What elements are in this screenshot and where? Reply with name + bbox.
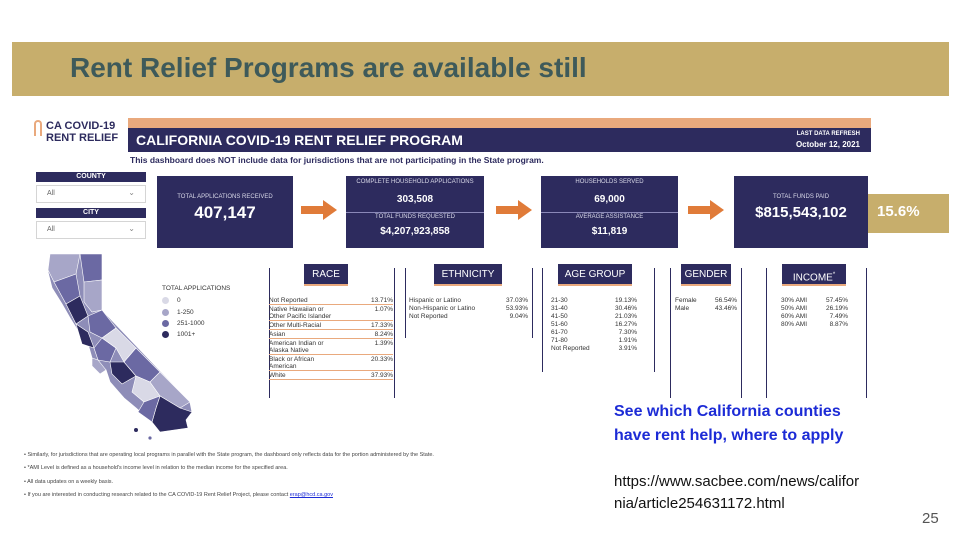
row-label-line: American	[269, 362, 297, 370]
article-headline-line-2[interactable]: have rent help, where to apply	[614, 427, 844, 444]
income-footnote-mark: *	[832, 272, 836, 278]
row-label: Not Reported	[269, 296, 356, 305]
row-value: 1.07%	[356, 305, 393, 321]
row-value: 57.45%	[825, 296, 848, 304]
column-divider	[670, 268, 671, 398]
column-divider	[532, 268, 533, 338]
total-funds-paid-value: $815,543,102	[755, 204, 847, 221]
legend-item	[162, 309, 194, 316]
row-label: Female	[675, 296, 697, 304]
city-filter-label: CITY	[36, 208, 146, 218]
row-value: 3.91%	[618, 344, 637, 352]
row-label	[269, 339, 356, 355]
row-label-line: Native Hawaiian or	[269, 305, 324, 313]
article-headline-line-1[interactable]: See which California counties	[614, 403, 841, 420]
row-value: 1.39%	[356, 339, 393, 355]
slide-title: Rent Relief Programs are available still	[70, 52, 587, 83]
table-row	[781, 296, 848, 304]
arrow-right-icon	[496, 200, 532, 220]
row-value: 37.93%	[356, 371, 393, 380]
row-value: 37.03%	[505, 296, 528, 304]
table-row	[675, 304, 737, 312]
row-value: 20.33%	[356, 355, 393, 371]
legend-label: 0	[177, 297, 181, 305]
average-assistance-value: $11,819	[591, 226, 628, 237]
slide-number: 25	[922, 510, 939, 527]
city-select-value: All	[47, 226, 55, 233]
column-divider	[766, 268, 767, 398]
table-row	[269, 355, 393, 371]
row-value: 53.93%	[505, 304, 528, 312]
legend-label: 1-250	[177, 309, 194, 317]
row-label: 51-60	[551, 320, 568, 328]
legend-item	[162, 320, 204, 327]
row-value: 1.91%	[618, 336, 637, 344]
ethnicity-table	[409, 296, 528, 320]
row-value: 21.03%	[614, 312, 637, 320]
column-divider	[542, 268, 543, 372]
row-label: Male	[675, 304, 690, 312]
refresh-label: LAST DATA REFRESH	[796, 131, 860, 137]
table-row	[781, 320, 848, 328]
county-filter-label: COUNTY	[36, 172, 146, 182]
table-row	[551, 344, 637, 352]
income-header	[782, 264, 846, 286]
row-label: 80% AMI	[781, 320, 808, 328]
table-row	[551, 328, 637, 336]
legend-swatch	[162, 309, 169, 316]
article-url-line-2[interactable]: nia/article254631172.html	[614, 495, 785, 512]
table-row	[551, 296, 637, 304]
table-row	[269, 321, 393, 330]
households-served-box	[541, 176, 678, 248]
refresh-date: October 12, 2021	[795, 140, 860, 149]
county-select-value: All	[47, 190, 55, 197]
legend-swatch	[162, 320, 169, 327]
race-header: RACE	[304, 264, 348, 286]
row-label: Not Reported	[551, 344, 590, 352]
chevron-down-icon: ⌄	[128, 188, 135, 197]
row-label: 60% AMI	[781, 312, 808, 320]
income-table	[781, 296, 848, 328]
row-label: 31-40	[551, 304, 568, 312]
legend-item	[162, 331, 195, 338]
row-label: Hispanic or Latino	[409, 296, 462, 304]
row-value: 8.24%	[356, 330, 393, 339]
table-row	[269, 296, 393, 305]
households-served-label: HOUSEHOLDS SERVED	[575, 179, 644, 185]
row-value: 7.49%	[829, 312, 848, 320]
row-label-line: Other Pacific Islander	[269, 312, 332, 320]
average-assistance-label: AVERAGE ASSISTANCE	[575, 214, 644, 220]
complete-applications-box	[346, 176, 484, 248]
logo-line-1: CA COVID-19	[46, 120, 116, 132]
row-label: 41-50	[551, 312, 568, 320]
gender-table	[675, 296, 737, 312]
row-label: 50% AMI	[781, 304, 808, 312]
row-label-line: Black or African	[269, 355, 315, 363]
footnote-text: If you are interested in conducting research related to the CA COVID-19 Rent Relief Project, please contact	[27, 492, 289, 498]
table-row	[551, 336, 637, 344]
percent-paid-badge: 15.6%	[868, 194, 949, 233]
table-row	[781, 304, 848, 312]
table-row	[675, 296, 737, 304]
footnote-text: All data updates on a weekly basis.	[27, 479, 114, 485]
row-value: 43.46%	[714, 304, 737, 312]
ethnicity-header: ETHNICITY	[434, 264, 502, 286]
row-value: 17.33%	[356, 321, 393, 330]
column-divider	[866, 268, 867, 398]
table-row	[551, 320, 637, 328]
row-label-line: Alaska Native	[269, 346, 309, 354]
row-label: White	[269, 371, 356, 380]
table-row	[269, 371, 393, 380]
stat-divider	[346, 212, 484, 213]
table-row	[409, 312, 528, 320]
row-label: 71-80	[551, 336, 568, 344]
table-row	[269, 330, 393, 339]
gender-header: GENDER	[681, 264, 731, 286]
footnote: • Similarly, for jurisdictions that are operating local programs in parallel with the State program, the dashboard only reflects data for the portion administered by the State.	[24, 452, 434, 458]
arrow-right-icon	[301, 200, 337, 220]
income-header-label: INCOME	[792, 272, 833, 284]
contact-email-link[interactable]: erap@hcd.ca.gov	[289, 492, 333, 498]
row-label-line: American Indian or	[269, 339, 324, 347]
footnote: • If you are interested in conducting research related to the CA COVID-19 Rent Relief Project, please contact erap@hcd.ca.gov	[24, 492, 333, 498]
article-url-line-1[interactable]: https://www.sacbee.com/news/califor	[614, 473, 860, 490]
total-funds-paid-box	[734, 176, 868, 248]
arrow-right-icon	[688, 200, 724, 220]
row-label: Other Multi-Racial	[269, 321, 356, 330]
legend-item	[162, 297, 181, 304]
row-label: Non-Hispanic or Latino	[409, 304, 476, 312]
row-value: 30.46%	[614, 304, 637, 312]
funds-requested-value: $4,207,923,858	[380, 226, 450, 237]
row-value: 16.27%	[614, 320, 637, 328]
dashboard-disclaimer: This dashboard does NOT include data for jurisdictions that are not participating in the State program.	[130, 155, 544, 165]
row-value: 19.13%	[614, 296, 637, 304]
race-table	[269, 296, 393, 380]
complete-applications-value: 303,508	[396, 194, 434, 205]
total-applications-label: TOTAL APPLICATIONS RECEIVED	[177, 194, 273, 200]
table-row	[551, 312, 637, 320]
california-county-map[interactable]	[40, 252, 230, 442]
logo-line-2: RENT RELIEF	[46, 132, 119, 144]
footnote: • All data updates on a weekly basis.	[24, 479, 114, 485]
chevron-down-icon: ⌄	[128, 224, 135, 233]
row-value: 13.71%	[356, 296, 393, 305]
total-applications-box	[157, 176, 293, 248]
row-label: Not Reported	[409, 312, 448, 320]
legend-swatch	[162, 331, 169, 338]
funds-requested-label: TOTAL FUNDS REQUESTED	[375, 214, 455, 220]
city-select[interactable]	[36, 221, 146, 239]
row-label: Asian	[269, 330, 356, 339]
footnote-text: *AMI Level is defined as a household's income level in relation to the median income for the specified area.	[27, 465, 288, 471]
footnote: • *AMI Level is defined as a household's income level in relation to the median income for the specified area.	[24, 465, 288, 471]
row-label: 30% AMI	[781, 296, 808, 304]
column-divider	[394, 268, 395, 398]
column-divider	[654, 268, 655, 372]
column-divider	[405, 268, 406, 338]
logo-house-icon	[34, 120, 42, 136]
row-value: 56.54%	[714, 296, 737, 304]
age-group-header: AGE GROUP	[558, 264, 632, 286]
row-value: 26.19%	[825, 304, 848, 312]
table-row	[409, 296, 528, 304]
total-applications-value: 407,147	[194, 203, 256, 222]
households-served-value: 69,000	[594, 194, 625, 205]
row-value: 7.30%	[618, 328, 637, 336]
table-row	[551, 304, 637, 312]
row-value: 8.87%	[829, 320, 848, 328]
dashboard-title: CALIFORNIA COVID-19 RENT RELIEF PROGRAM	[136, 132, 463, 148]
row-value: 9.04%	[509, 312, 528, 320]
column-divider	[741, 268, 742, 398]
header-accent-bar	[128, 118, 871, 128]
legend-title: TOTAL APPLICATIONS	[162, 285, 231, 292]
total-funds-paid-label: TOTAL FUNDS PAID	[772, 194, 830, 200]
legend-swatch	[162, 297, 169, 304]
row-label	[269, 305, 356, 321]
legend-label: 1001+	[177, 331, 196, 339]
legend-label: 251-1000	[177, 320, 205, 328]
footnote-text: Similarly, for jurisdictions that are operating local programs in parallel with the State program, the dashboard only reflects data for the portion administered by the State.	[27, 452, 434, 458]
row-label	[269, 355, 356, 371]
table-row	[781, 312, 848, 320]
table-row	[409, 304, 528, 312]
table-row	[269, 305, 393, 321]
complete-applications-label: COMPLETE HOUSEHOLD APPLICATIONS	[356, 179, 474, 185]
stat-divider	[541, 212, 678, 213]
table-row	[269, 339, 393, 355]
row-label: 21-30	[551, 296, 568, 304]
row-label: 61-70	[551, 328, 568, 336]
county-select[interactable]	[36, 185, 146, 203]
age-group-table	[551, 296, 637, 352]
